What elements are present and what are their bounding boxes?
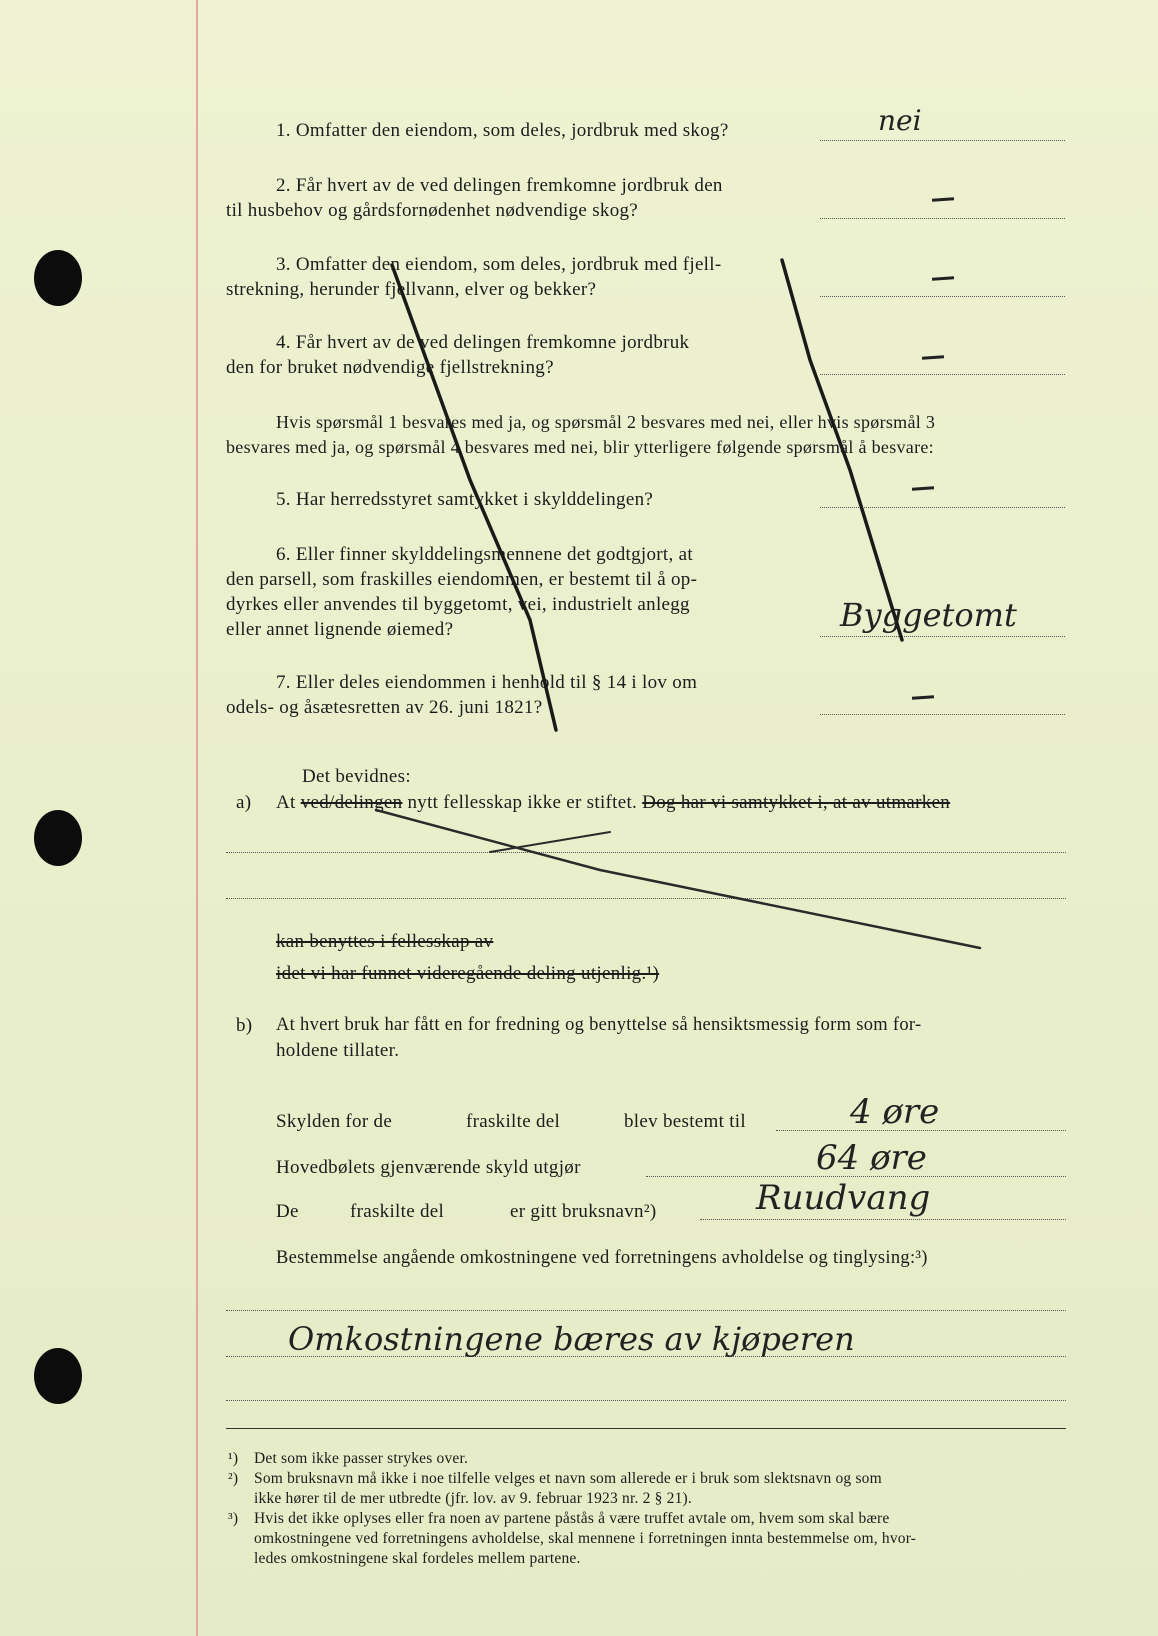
question-5: 5. Har herredsstyret samtykket i skylddelingen? — [276, 489, 654, 510]
bevidnes-b-line-2: holdene tillater. — [276, 1040, 400, 1061]
question-2-line-1: 2. Får hvert av de ved delingen fremkomne jordbruk den — [276, 175, 723, 196]
skyld-label-3b: fraskilte del — [350, 1201, 445, 1222]
question-1: 1. Omfatter den eiendom, som deles, jordbruk med skog? — [276, 120, 729, 141]
strike-stroke-left — [392, 265, 556, 730]
footnote-2-mark: ²) — [228, 1470, 239, 1487]
condition-line-2: besvares med ja, og spørsmål 4 besvares med nei, blir ytterligere følgende spørsmål å besvare: — [226, 437, 934, 457]
skyld-value-1: 4 øre — [850, 1092, 940, 1132]
footnote-2-line-2: ikke hører til de mer utbredte (jfr. lov. av 9. februar 1923 nr. 2 § 21). — [254, 1490, 692, 1507]
skyld-label-2: Hovedbølets gjenværende skyld utgjør — [276, 1157, 581, 1178]
skyld-value-2: 64 øre — [816, 1138, 927, 1178]
question-3-line-1: 3. Omfatter den eiendom, som deles, jordbruk med fjell- — [276, 254, 722, 275]
skyld-label-3c: er gitt bruksnavn²) — [510, 1201, 657, 1222]
bevidnes-a-label: a) — [236, 792, 252, 813]
footnote-3-line-1: Hvis det ikke oplyses eller fra noen av partene påstås å være truffet avtale om, hvem som skal bære — [254, 1510, 890, 1527]
question-3-line-2: strekning, herunder fjellvann, elver og bekker? — [226, 279, 597, 300]
footnote-3-line-3: ledes omkostningene skal fordeles mellem partene. — [254, 1550, 581, 1567]
footnote-1: Det som ikke passer strykes over. — [254, 1450, 469, 1467]
bevidnes-a-main: nytt fellesskap ikke er stiftet. — [407, 792, 638, 813]
question-6-line-1: 6. Eller finner skylddelingsmennene det godtgjort, at — [276, 544, 693, 565]
answer-6: Byggetomt — [840, 596, 1017, 634]
question-4-line-1: 4. Får hvert av de ved delingen fremkomne jordbruk — [276, 332, 690, 353]
bevidnes-a-struck-4: idet vi har funnet videregående deling utjenlig.¹) — [276, 963, 660, 984]
question-4-line-2: den for bruket nødvendige fjellstrekning? — [226, 357, 554, 378]
question-7-line-1: 7. Eller deles eiendommen i henhold til § 14 i lov om — [276, 672, 698, 693]
answer-1: nei — [878, 104, 922, 137]
question-6-line-2: den parsell, som fraskilles eiendommen, er bestemt til å op- — [226, 569, 698, 590]
skyld-label-3a: De — [276, 1201, 299, 1222]
strike-stroke-right — [782, 260, 902, 640]
bevidnes-a-struck-1: ved/delingen — [300, 792, 403, 813]
skyld-label-1a: Skylden for de — [276, 1111, 393, 1132]
skyld-label-4: Bestemmelse angående omkostningene ved forretningens avholdelse og tinglysing:³) — [276, 1248, 928, 1268]
bevidnes-a-at: At — [276, 792, 296, 813]
footnote-3-mark: ³) — [228, 1510, 239, 1527]
question-7-line-2: odels- og åsætesretten av 26. juni 1821? — [226, 697, 543, 718]
bevidnes-a-struck-2: Dog har vi samtykket i, at av utmarken — [642, 792, 951, 813]
question-6-line-3: dyrkes eller anvendes til byggetomt, vei, industrielt anlegg — [226, 594, 690, 615]
question-2-line-2: til husbehov og gårdsfornødenhet nødvendige skog? — [226, 200, 639, 221]
skyld-label-1c: blev bestemt til — [624, 1111, 746, 1132]
question-6-line-4: eller annet lignende øiemed? — [226, 619, 454, 640]
strike-cross-2 — [490, 832, 610, 852]
bevidnes-heading: Det bevidnes: — [302, 766, 411, 787]
bevidnes-a-struck-3: kan benyttes i fellesskap av — [276, 931, 494, 952]
skyld-value-3: Ruudvang — [756, 1178, 931, 1218]
bevidnes-b-line-1: At hvert bruk har fått en for fredning og benyttelse så hensiktsmessig form som for- — [276, 1015, 922, 1035]
skyld-value-4: Omkostningene bæres av kjøperen — [288, 1320, 855, 1358]
footnote-1-mark: ¹) — [228, 1450, 239, 1467]
footnote-2-line-1: Som bruksnavn må ikke i noe tilfelle velges et navn som allerede er i bruk som slektsnavn og som — [254, 1470, 882, 1487]
strike-cross — [376, 810, 980, 948]
condition-line-1: Hvis spørsmål 1 besvares med ja, og spørsmål 2 besvares med nei, eller hvis spørsmål 3 — [276, 412, 936, 432]
skyld-label-1b: fraskilte del — [466, 1111, 561, 1132]
footnote-3-line-2: omkostningene ved forretningens avholdelse, skal mennene i forretningen innta bestemmelse om, hvor- — [254, 1530, 917, 1547]
bevidnes-b-label: b) — [236, 1015, 253, 1036]
